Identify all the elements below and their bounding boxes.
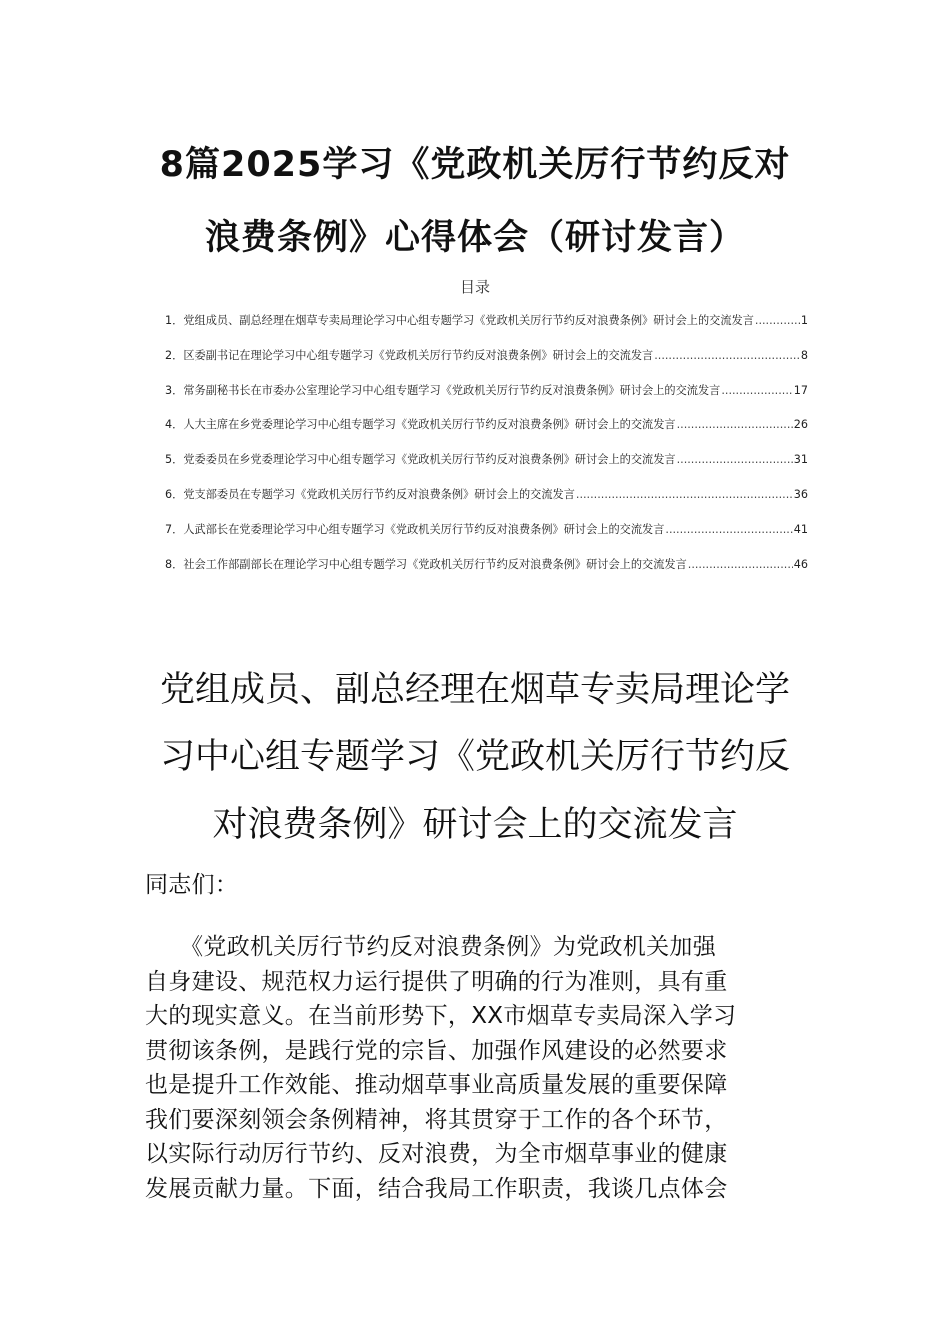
- toc-entry-page: 31: [793, 453, 808, 467]
- toc-entry-number: 2．: [165, 348, 184, 362]
- toc-leader-dots: [576, 488, 793, 501]
- toc-entry-page: 41: [793, 522, 808, 536]
- toc-entry-number: 8．: [165, 557, 184, 571]
- toc-entry-page: 8: [800, 348, 808, 362]
- toc-leader-dots: [721, 384, 792, 397]
- document-title-line-1: 8篇2025学习《党政机关厉行节约反对: [159, 145, 791, 185]
- toc-entry-text: 区委副书记在理论学习中心组专题学习《党政机关厉行节约反对浪费条例》研讨会上的交流发言: [183, 348, 654, 362]
- toc-entry-text: 人武部长在党委理论学习中心组专题学习《党政机关厉行节约反对浪费条例》研讨会上的交流发言: [183, 522, 665, 536]
- document-title-line-2: 浪费条例》心得体会（研讨发言）: [204, 218, 745, 258]
- paragraph-line: 自身建设、规范权力运行提供了明确的行为准则，具有重: [145, 969, 728, 995]
- paragraph-line: 《党政机关厉行节约反对浪费条例》为党政机关加强: [145, 934, 716, 960]
- table-of-contents: [165, 312, 808, 590]
- paragraph-line: 大的现实意义。在当前形势下，XX市烟草专卖局深入学习: [145, 1003, 737, 1029]
- toc-entry-3[interactable]: [165, 382, 808, 417]
- toc-entry-number: 7．: [165, 522, 184, 536]
- paragraph-line: 也是提升工作效能、推动烟草事业高质量发展的重要保障: [145, 1072, 728, 1098]
- toc-leader-dots: [665, 523, 792, 536]
- toc-entry-text: 党委委员在乡党委理论学习中心组专题学习《党政机关厉行节约反对浪费条例》研讨会上的交流发言: [183, 453, 676, 467]
- toc-entry-number: 5．: [165, 453, 184, 467]
- toc-entry-page: 46: [793, 557, 808, 571]
- toc-entry-1[interactable]: [165, 312, 808, 347]
- toc-entry-text: 党组成员、副总经理在烟草专卖局理论学习中心组专题学习《党政机关厉行节约反对浪费条例》研讨会上的交流发言: [183, 314, 754, 327]
- toc-entry-text: 人大主席在乡党委理论学习中心组专题学习《党政机关厉行节约反对浪费条例》研讨会上的交流发言: [183, 418, 676, 432]
- paragraph-line: 我们要深刻领会条例精神，将其贯穿于工作的各个环节，: [145, 1107, 728, 1133]
- toc-entry-4[interactable]: [165, 416, 808, 451]
- toc-entry-6[interactable]: [165, 486, 808, 521]
- section-title-line-1: 党组成员、副总经理在烟草专卖局理论学: [159, 670, 790, 710]
- toc-heading: 目录: [459, 278, 490, 296]
- paragraph-line: 以实际行动厉行节约、反对浪费，为全市烟草事业的健康: [145, 1141, 728, 1167]
- toc-entry-number: 6．: [165, 487, 184, 501]
- toc-leader-dots: [654, 349, 800, 362]
- toc-leader-dots: [677, 418, 793, 431]
- toc-entry-page: 1: [800, 314, 808, 327]
- toc-leader-dots: [688, 558, 793, 571]
- paragraph-line: 发展贡献力量。下面，结合我局工作职责，我谈几点体会: [145, 1176, 728, 1202]
- section-title-line-2: 习中心组专题学习《党政机关厉行节约反: [159, 737, 790, 777]
- toc-entry-number: 3．: [165, 383, 184, 397]
- toc-entry-page: 26: [793, 418, 808, 432]
- toc-entry-text: 常务副秘书长在市委办公室理论学习中心组专题学习《党政机关厉行节约反对浪费条例》研讨会上的交流发言: [183, 383, 721, 397]
- body-paragraph: [145, 932, 805, 1202]
- toc-leader-dots: [677, 453, 793, 466]
- toc-entry-number: 4．: [165, 418, 184, 432]
- toc-entry-page: 36: [793, 487, 808, 501]
- paragraph-line: 贯彻该条例，是践行党的宗旨、加强作风建设的必然要求: [145, 1038, 728, 1064]
- toc-entry-5[interactable]: [165, 451, 808, 486]
- toc-entry-page: 17: [793, 383, 808, 397]
- toc-entry-2[interactable]: [165, 347, 808, 382]
- toc-entry-8[interactable]: [165, 556, 808, 591]
- salutation: 同志们：: [145, 872, 239, 898]
- toc-leader-dots: [755, 314, 800, 327]
- section-title-line-3: 对浪费条例》研讨会上的交流发言: [212, 805, 738, 845]
- toc-entry-7[interactable]: [165, 521, 808, 556]
- toc-entry-text: 社会工作部副部长在理论学习中心组专题学习《党政机关厉行节约反对浪费条例》研讨会上的交流发言: [183, 557, 687, 571]
- toc-entry-number: 1．: [165, 314, 184, 327]
- toc-entry-text: 党支部委员在专题学习《党政机关厉行节约反对浪费条例》研讨会上的交流发言: [183, 487, 575, 501]
